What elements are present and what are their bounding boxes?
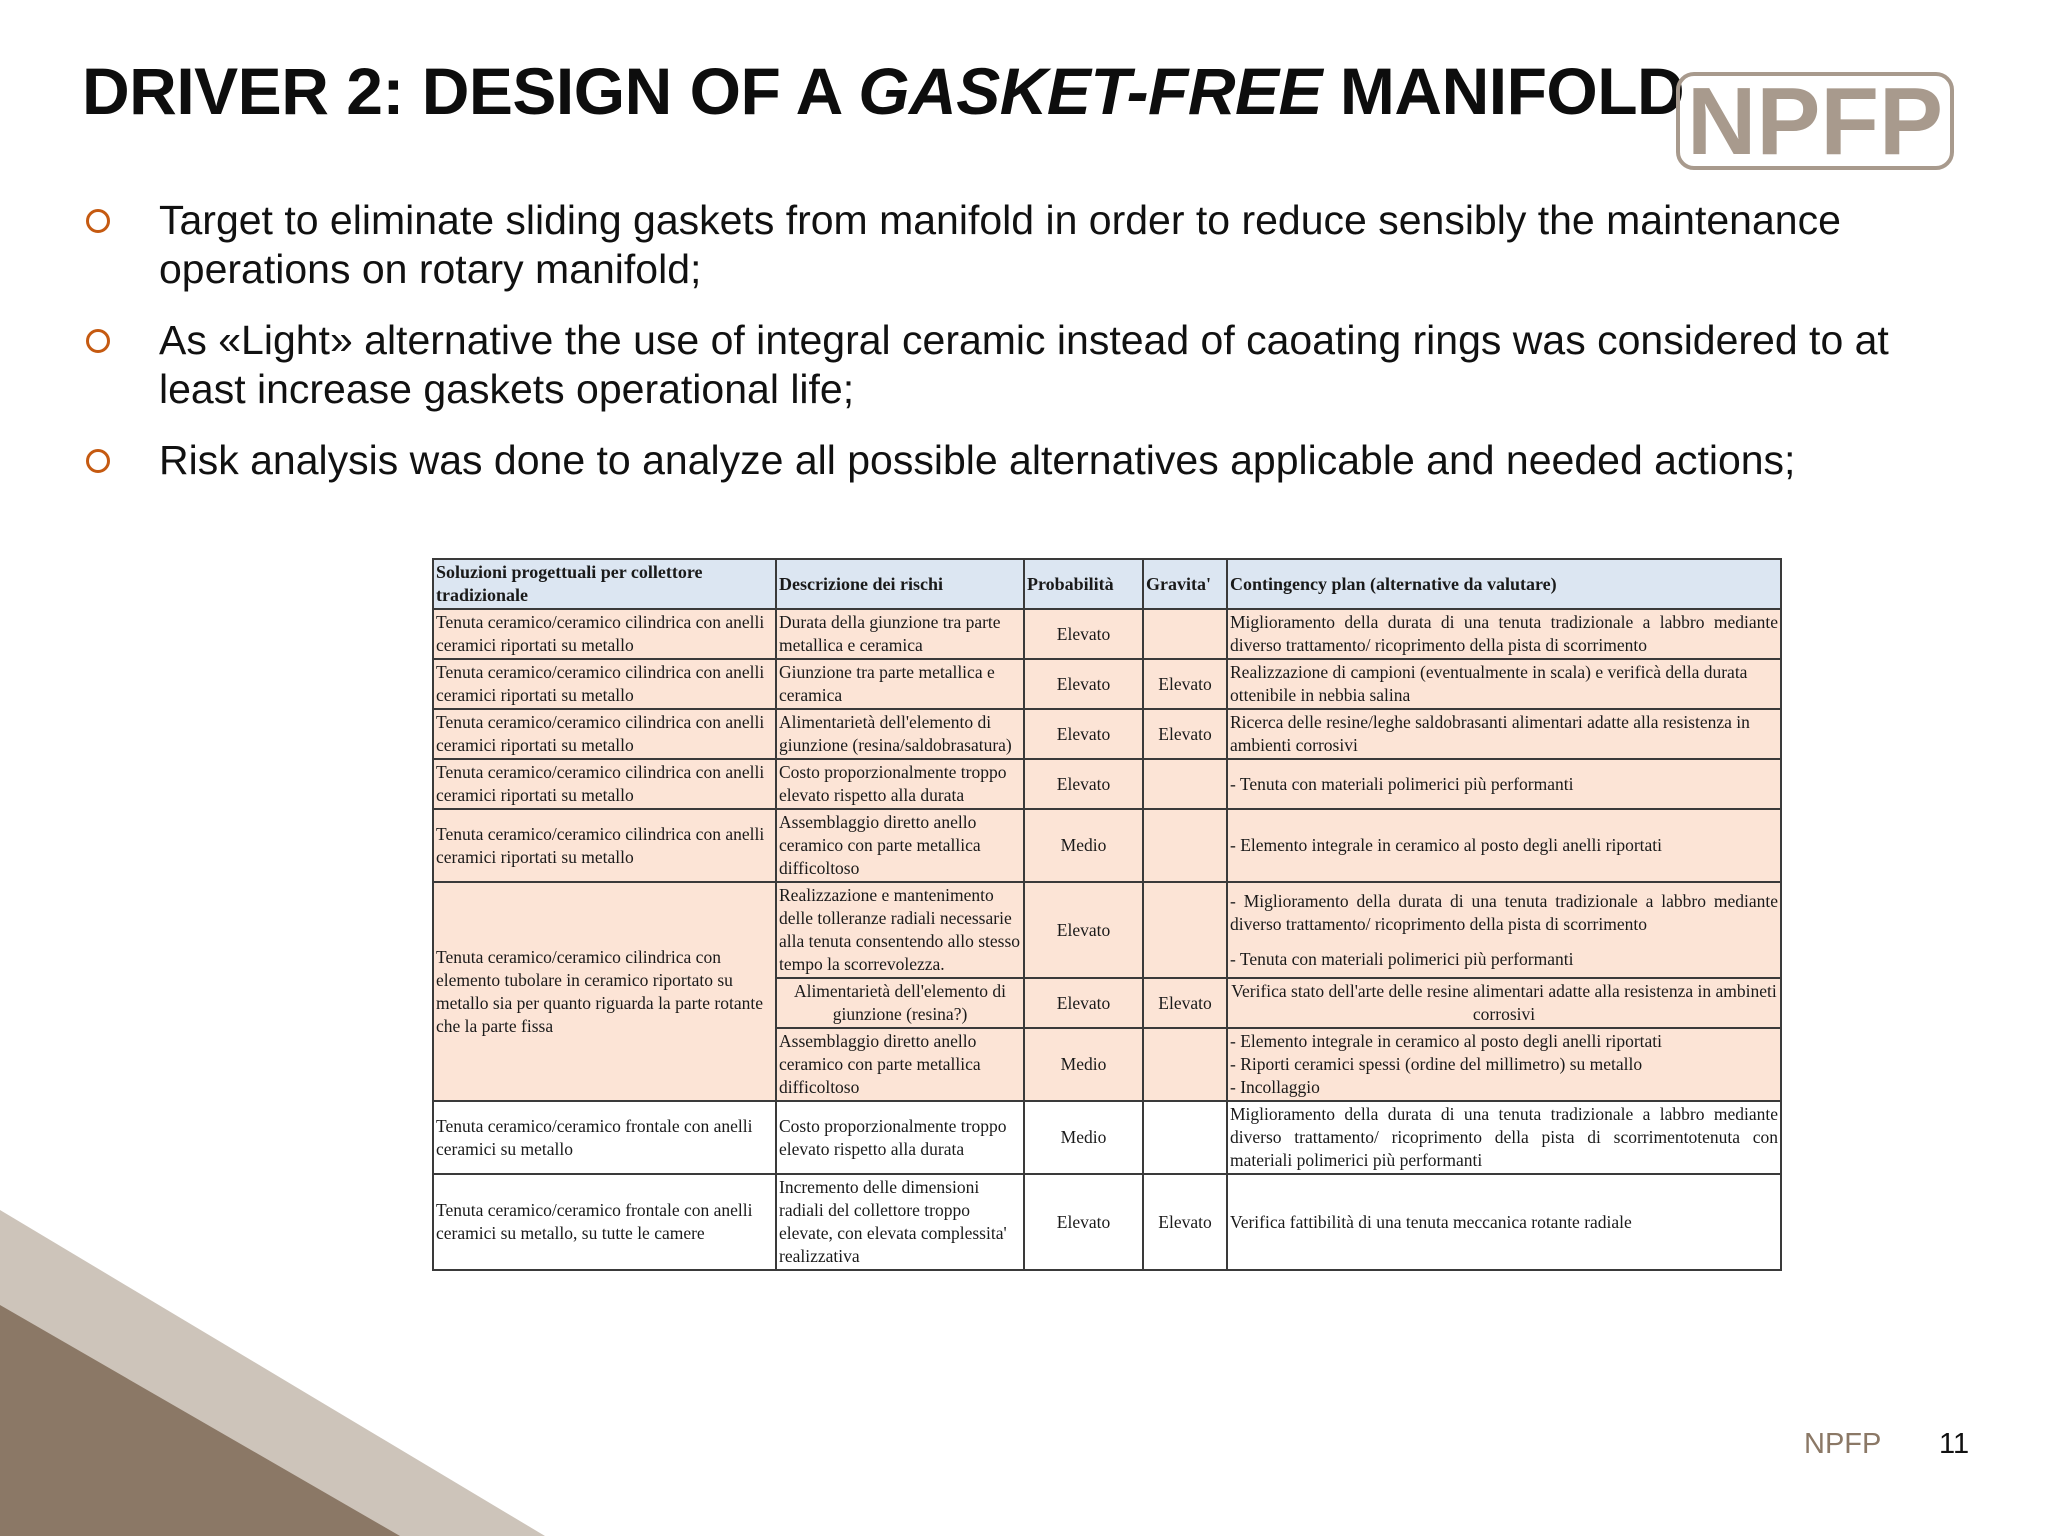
cell-solution-merged: Tenuta ceramico/ceramico cilindrica con elemento tubolare in ceramico riportato su metallo sia per quanto riguarda la parte rotante che la parte fissa	[433, 882, 776, 1101]
cell-probability: Elevato	[1024, 609, 1143, 659]
corner-decoration	[0, 1150, 560, 1536]
page-number: 11	[1939, 1428, 1970, 1460]
header-probability: Probabilità	[1024, 559, 1143, 609]
cell-contingency: Miglioramento della durata di una tenuta tradizionale a labbro mediante diverso trattamento/ ricoprimento della pista di scorrimento	[1227, 609, 1781, 659]
cell-probability: Medio	[1024, 809, 1143, 882]
cell-risk: Alimentarietà dell'elemento di giunzione (resina?)	[776, 978, 1024, 1028]
cell-contingency: Ricerca delle resine/leghe saldobrasanti alimentari adatte alla resistenza in ambienti corrosivi	[1227, 709, 1781, 759]
cell-solution: Tenuta ceramico/ceramico cilindrica con anelli ceramici riportati su metallo	[433, 809, 776, 882]
header-contingency: Contingency plan (alternative da valutare)	[1227, 559, 1781, 609]
contingency-line: - Incollaggio	[1230, 1077, 1320, 1097]
cell-probability: Elevato	[1024, 709, 1143, 759]
cell-solution: Tenuta ceramico/ceramico frontale con anelli ceramici su metallo, su tutte le camere	[433, 1174, 776, 1270]
table-row	[433, 1101, 1781, 1174]
cell-contingency: Verifica fattibilità di una tenuta meccanica rotante radiale	[1227, 1174, 1781, 1270]
cell-risk: Durata della giunzione tra parte metallica e ceramica	[776, 609, 1024, 659]
cell-contingency: Miglioramento della durata di una tenuta tradizionale a labbro mediante diverso trattamento/ ricoprimento della pista di scorrimentotenuta con materiali polimerici più performanti	[1227, 1101, 1781, 1174]
bullet-item	[82, 436, 1982, 485]
cell-contingency: Realizzazione di campioni (eventualmente in scala) e verificà della durata ottenibile in nebbia salina	[1227, 659, 1781, 709]
table-row	[433, 659, 1781, 709]
bullet-text: As «Light» alternative the use of integral ceramic instead of caoating rings was considered to at least increase gaskets operational life;	[159, 317, 1889, 412]
header-solution: Soluzioni progettuali per collettore tradizionale	[433, 559, 776, 609]
cell-solution: Tenuta ceramico/ceramico cilindrica con anelli ceramici riportati su metallo	[433, 709, 776, 759]
cell-severity	[1143, 882, 1227, 978]
cell-severity	[1143, 609, 1227, 659]
cell-contingency	[1227, 882, 1781, 978]
npfp-logo	[1676, 72, 1954, 170]
title-italic: GASKET-FREE	[858, 54, 1323, 128]
risk-analysis-table	[432, 558, 1782, 1271]
header-severity: Gravita'	[1143, 559, 1227, 609]
cell-severity: Elevato	[1143, 709, 1227, 759]
cell-risk: Incremento delle dimensioni radiali del collettore troppo elevate, con elevata complessita' realizzativa	[776, 1174, 1024, 1270]
cell-severity	[1143, 1101, 1227, 1174]
contingency-line: - Tenuta con materiali polimerici più performanti	[1230, 948, 1574, 969]
table-row	[433, 882, 1781, 978]
footer-brand: NPFP	[1804, 1428, 1882, 1460]
circle-bullet-icon	[86, 329, 110, 353]
cell-severity: Elevato	[1143, 659, 1227, 709]
bullet-item	[82, 316, 1982, 414]
cell-contingency: - Tenuta con materiali polimerici più performanti	[1227, 759, 1781, 809]
table-row	[433, 809, 1781, 882]
cell-solution: Tenuta ceramico/ceramico cilindrica con anelli ceramici riportati su metallo	[433, 659, 776, 709]
bullet-item	[82, 196, 1982, 294]
cell-contingency: - Elemento integrale in ceramico al posto degli anelli riportati	[1227, 809, 1781, 882]
cell-severity	[1143, 759, 1227, 809]
cell-probability: Elevato	[1024, 1174, 1143, 1270]
cell-risk: Realizzazione e mantenimento delle tolleranze radiali necessarie alla tenuta consentendo allo stesso tempo la scorrevolezza.	[776, 882, 1024, 978]
cell-contingency: Verifica stato dell'arte delle resine alimentari adatte alla resistenza in ambineti corrosivi	[1227, 978, 1781, 1028]
cell-severity	[1143, 1028, 1227, 1101]
cell-probability: Medio	[1024, 1101, 1143, 1174]
table-row	[433, 609, 1781, 659]
bullet-text: Risk analysis was done to analyze all possible alternatives applicable and needed actions;	[159, 437, 1796, 483]
cell-risk: Costo proporzionalmente troppo elevato rispetto alla durata	[776, 1101, 1024, 1174]
cell-risk: Alimentarietà dell'elemento di giunzione (resina/saldobrasatura)	[776, 709, 1024, 759]
logo-text: NPFP	[1687, 72, 1943, 170]
table-row	[433, 709, 1781, 759]
cell-solution: Tenuta ceramico/ceramico cilindrica con anelli ceramici riportati su metallo	[433, 609, 776, 659]
cell-probability: Elevato	[1024, 659, 1143, 709]
cell-probability: Elevato	[1024, 978, 1143, 1028]
cell-probability: Elevato	[1024, 759, 1143, 809]
cell-risk: Costo proporzionalmente troppo elevato rispetto alla durata	[776, 759, 1024, 809]
contingency-line: - Riporti ceramici spessi (ordine del millimetro) su metallo	[1230, 1054, 1643, 1074]
contingency-line: - Elemento integrale in ceramico al posto degli anelli riportati	[1230, 1031, 1662, 1051]
circle-bullet-icon	[86, 449, 110, 473]
bullet-text: Target to eliminate sliding gaskets from manifold in order to reduce sensibly the maintenance operations on rotary manifold;	[159, 197, 1841, 292]
cell-probability: Medio	[1024, 1028, 1143, 1101]
slide-title	[82, 54, 1685, 128]
cell-solution: Tenuta ceramico/ceramico cilindrica con anelli ceramici riportati su metallo	[433, 759, 776, 809]
table-row	[433, 759, 1781, 809]
contingency-line: - Miglioramento della durata di una tenuta tradizionale a labbro mediante diverso trattamento/ ricoprimento della pista di scorrimento	[1230, 890, 1778, 934]
title-part1: DRIVER 2: DESIGN OF A	[82, 54, 859, 128]
cell-risk: Assemblaggio diretto anello ceramico con parte metallica difficoltoso	[776, 809, 1024, 882]
cell-severity	[1143, 809, 1227, 882]
cell-contingency	[1227, 1028, 1781, 1101]
header-risk: Descrizione dei rischi	[776, 559, 1024, 609]
cell-risk: Assemblaggio diretto anello ceramico con parte metallica difficoltoso	[776, 1028, 1024, 1101]
cell-severity: Elevato	[1143, 1174, 1227, 1270]
circle-bullet-icon	[86, 209, 110, 233]
table-header-row	[433, 559, 1781, 609]
cell-probability: Elevato	[1024, 882, 1143, 978]
table-row	[433, 1174, 1781, 1270]
title-part2: MANIFOLD	[1322, 54, 1685, 128]
cell-severity: Elevato	[1143, 978, 1227, 1028]
bullet-list	[82, 196, 1982, 507]
cell-risk: Giunzione tra parte metallica e ceramica	[776, 659, 1024, 709]
cell-solution: Tenuta ceramico/ceramico frontale con anelli ceramici su metallo	[433, 1101, 776, 1174]
